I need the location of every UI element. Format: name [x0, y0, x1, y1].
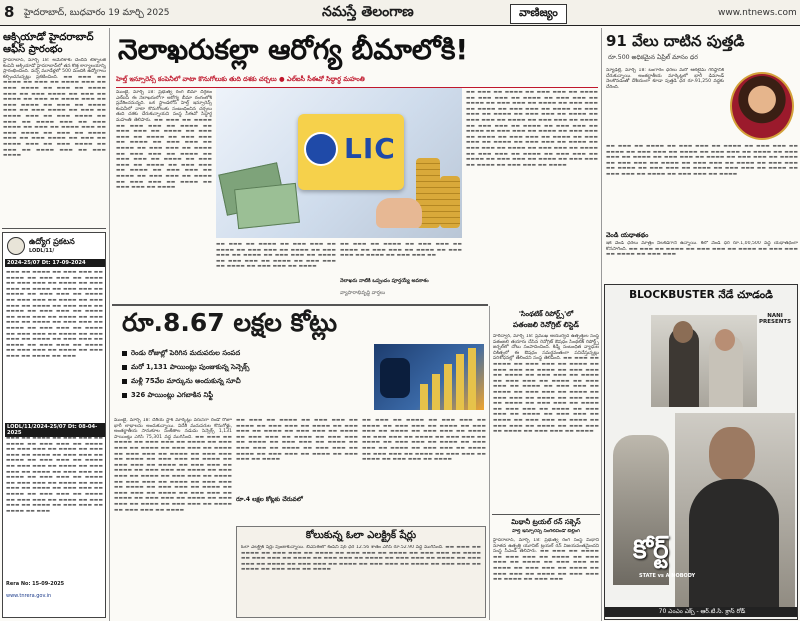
ad-emblem-icon: [7, 237, 25, 255]
lead-body-text: ముంబై, మార్చి 18: ప్రభుత్వ రంగ బీమా దిగ్గజం ఎల్ఐసీ ఈ నెలాఖరులోగా ఆరోగ్య బీమా రంగంలోకి ప్రవేశించనున్నది. ఒక స్టాండలోన్ హెల్త్ ఇన్సూరెన్స్ కంపెనీలో వాటా కొనుగోలుకు సంబంధించిన చర్చలు తుది దశకు చేరుకున్నాయని సంస్థ సీఈవో సిద్ధార్థ మహంతి తెలిపారు.: [116, 90, 212, 123]
actor-1-face: [673, 321, 693, 343]
notice-intro: హైదరాబాద్, మార్చి 18: అమెరికాకు చెందిన టెక్నాలజీ కంపెనీ ఆక్సియాడో హైదరాబాద్‌లో తన కొత్త కార్యాలయాన్ని ప్రారంభించింది. వచ్చే మూడేళ్లలో 500 మందికి ఉద్యోగాలు కల్పించనున్నట్లు ప్రకటించింది.: [3, 58, 106, 80]
ad-body-1: ▬▬▬ ▬▬ ▬▬▬▬ ▬▬ ▬▬▬ ▬▬▬ ▬▬ ▬▬▬▬ ▬▬ ▬▬▬ ▬▬▬ ▬▬ ▬▬▬▬ ▬▬ ▬▬▬ ▬▬▬ ▬▬ ▬▬▬▬ ▬▬ ▬▬▬ ▬▬▬ ▬▬ ▬▬▬▬ ▬▬ ▬▬▬ ▬▬▬ ▬▬ ▬▬▬▬ ▬▬ ▬▬▬ ▬▬▬ ▬▬ ▬▬▬▬ ▬▬ ▬▬▬ ▬▬▬ ▬▬ ▬▬▬▬ ▬▬ ▬▬▬ ▬▬▬ ▬▬ ▬▬▬▬ ▬▬ ▬▬▬ ▬▬▬ ▬▬ ▬▬▬▬ ▬▬ ▬▬▬ ▬▬▬ ▬▬ ▬▬▬▬ ▬▬ ▬▬▬ ▬▬▬ ▬▬ ▬▬▬▬ ▬▬ ▬▬▬ ▬▬▬ ▬▬ ▬▬▬▬ ▬▬ ▬▬▬ ▬▬▬ ▬▬ ▬▬▬▬ ▬▬ ▬▬▬ ▬▬▬ ▬▬ ▬▬▬▬ ▬▬ ▬▬▬ ▬▬▬ ▬▬ ▬▬▬▬ ▬▬ ▬▬▬ ▬▬▬ ▬▬ ▬▬▬▬ ▬▬ ▬▬▬ ▬▬▬ ▬▬ ▬▬▬▬ ▬▬ ▬▬▬ ▬▬▬ ▬▬ ▬▬▬▬ ▬▬ ▬▬▬ ▬▬▬ ▬▬ ▬▬▬▬ ▬▬ ▬▬▬ ▬▬▬ ▬▬ ▬▬▬▬ ▬▬ ▬▬▬: [6, 270, 103, 359]
gold-body: [606, 68, 724, 142]
hero-body: [689, 479, 779, 613]
ad-email[interactable]: www.tnrera.gov.in: [6, 593, 52, 599]
synthetic-subkicker: హెల్త్ ఇన్సూరెన్స్ సింగిల్‌విండో బిల్లింగ్: [512, 529, 580, 534]
lead-body: [116, 90, 212, 300]
markets-bullet: మళ్లీ 75వేల మార్కును అందుకున్న సూచీ: [122, 374, 322, 388]
money-note-icon: [234, 183, 300, 229]
lead-subhead: హెల్త్ ఇన్సూరెన్స్ కంపెనీలో వాటా కొనుగోలుకు తుది దశకు చర్చలు ● ఎల్ఐసీ సీఈవో సిద్ధార్థ మహంతి: [116, 75, 598, 88]
movie-ad[interactable]: [604, 284, 798, 620]
ad-rera-mid-no: LODL/11/2024-25/07: [7, 424, 67, 430]
bull-icon: [380, 358, 410, 398]
gold-sub-body: ఇక వెండి ధరలు మాత్రం నిలకడగానే ఉన్నాయి. కిలో వెండి ధర రూ.1,00,500 వద్ద యథాతథంగా కొనసాగింది. ▬▬ ▬▬▬ ▬▬ ▬▬▬▬ ▬▬ ▬▬▬ ▬▬▬ ▬▬ ▬▬▬▬ ▬▬ ▬▬▬ ▬▬▬ ▬▬ ▬▬▬▬ ▬▬ ▬▬▬ ▬▬▬: [606, 241, 798, 258]
actor-2-face: [715, 329, 735, 351]
ad-rera-top: LODL/11/: [29, 248, 55, 254]
markets-subheading: రూ.4 లక్షల కోట్లకు చేరువలో: [236, 496, 303, 503]
gold-subhead: రూ.500 అధికమైన ఏప్రిల్ మాసం ధర: [608, 54, 698, 61]
movie-footer: 70 ఎంఎం ఎక్స్ - ఆర్.టి.సి. క్రాస్ రోడ్: [605, 607, 798, 617]
ola-headline: కోలుకున్న ఓలా ఎలక్ట్రిక్ షేర్లు: [305, 530, 417, 541]
synthetic-story: [492, 306, 600, 620]
classified-ad: [2, 232, 106, 618]
gold-headline: 91 వేలు దాటిన పుత్తడి: [606, 32, 745, 50]
synthetic-subheading: మిథానీ ట్రయల్ రన్ సక్సెస్: [511, 518, 581, 526]
movie-hero-portrait: [675, 413, 795, 613]
synthetic-body: హరిద్వార్, మార్చి 18: ప్రముఖ ఆయుర్వేద ఉత్పత్తుల సంస్థ పతంజలి తయారు చేసిన రెనోగ్రిట్ ఔషధం సింథటిక్ రిపోర్ట్స్ జర్నల్‌లో చోటు సంపాదించింది. కిడ్నీ సంబంధిత వ్యాధుల చికిత్సలో ఈ ఔషధం సమర్థవంతంగా పనిచేస్తున్నట్లు పరిశోధనల్లో తేలిందని సంస్థ తెలిపింది. ▬▬ ▬▬▬ ▬▬ ▬▬▬▬ ▬▬ ▬▬▬ ▬▬▬ ▬▬ ▬▬▬▬ ▬▬ ▬▬▬ ▬▬▬ ▬▬ ▬▬▬▬ ▬▬ ▬▬▬ ▬▬▬ ▬▬ ▬▬▬▬ ▬▬ ▬▬▬ ▬▬▬ ▬▬ ▬▬▬▬ ▬▬ ▬▬▬ ▬▬▬ ▬▬ ▬▬▬▬ ▬▬ ▬▬▬ ▬▬▬ ▬▬ ▬▬▬▬ ▬▬ ▬▬▬ ▬▬▬ ▬▬ ▬▬▬▬ ▬▬ ▬▬▬ ▬▬▬ ▬▬ ▬▬▬▬ ▬▬ ▬▬▬ ▬▬▬ ▬▬ ▬▬▬▬ ▬▬ ▬▬▬ ▬▬▬ ▬▬ ▬▬▬▬ ▬▬ ▬▬▬ ▬▬▬ ▬▬ ▬▬▬▬ ▬▬ ▬▬▬ ▬▬▬ ▬▬ ▬▬▬▬ ▬▬ ▬▬▬ ▬▬▬ ▬▬ ▬▬▬▬ ▬▬ ▬▬▬ ▬▬▬ ▬▬ ▬▬▬▬ ▬▬ ▬▬▬ ▬▬▬ ▬▬ ▬▬▬▬ ▬▬ ▬▬▬ ▬▬▬ ▬▬ ▬▬▬▬ ▬▬ ▬▬▬ ▬▬▬ ▬▬ ▬▬▬▬ ▬▬ ▬▬▬ ▬▬▬ ▬▬ ▬▬▬▬: [493, 334, 599, 435]
markets-col-1: ముంబై, మార్చి 18: దేశీయ స్టాక్ మార్కెట్లు వరుసగా రెండో రోజూ భారీ లాభాలను అందుకున్నాయి. విదేశీ మదుపరుల కొనుగోళ్లు, అంతర్జాతీయ సానుకూల సంకేతాల నడుమ సెన్సెక్స్ 1,131 పాయింట్లు ఎగిసి 75,301 వద్ద ముగిసింది. ▬▬ ▬▬▬ ▬▬ ▬▬▬▬ ▬▬ ▬▬▬ ▬▬▬ ▬▬ ▬▬▬▬ ▬▬ ▬▬▬ ▬▬▬ ▬▬ ▬▬▬▬ ▬▬ ▬▬▬ ▬▬▬ ▬▬ ▬▬▬▬ ▬▬ ▬▬▬ ▬▬▬ ▬▬ ▬▬▬▬ ▬▬ ▬▬▬ ▬▬▬ ▬▬ ▬▬▬▬ ▬▬ ▬▬▬ ▬▬▬ ▬▬ ▬▬▬▬ ▬▬ ▬▬▬ ▬▬▬ ▬▬ ▬▬▬▬ ▬▬ ▬▬▬ ▬▬▬ ▬▬ ▬▬▬▬ ▬▬ ▬▬▬ ▬▬▬ ▬▬ ▬▬▬▬ ▬▬ ▬▬▬ ▬▬▬ ▬▬ ▬▬▬▬ ▬▬ ▬▬▬ ▬▬▬ ▬▬ ▬▬▬▬ ▬▬ ▬▬▬ ▬▬▬ ▬▬ ▬▬▬▬ ▬▬ ▬▬▬ ▬▬▬ ▬▬ ▬▬▬▬ ▬▬ ▬▬▬ ▬▬▬ ▬▬ ▬▬▬▬ ▬▬ ▬▬▬ ▬▬▬ ▬▬ ▬▬▬▬ ▬▬ ▬▬▬ ▬▬▬ ▬▬ ▬▬▬▬ ▬▬ ▬▬▬ ▬▬▬ ▬▬ ▬▬▬▬ ▬▬ ▬▬▬ ▬▬▬ ▬▬ ▬▬▬▬ ▬▬ ▬▬▬ ▬▬▬ ▬▬ ▬▬▬▬ ▬▬ ▬▬▬ ▬▬▬ ▬▬ ▬▬▬▬: [114, 418, 232, 513]
date-line: హైదరాబాద్, బుధవారం 19 మార్చి 2025: [24, 8, 170, 18]
markets-col-2: ▬▬ ▬▬▬ ▬▬ ▬▬▬▬ ▬▬ ▬▬▬ ▬▬▬ ▬▬ ▬▬▬▬ ▬▬ ▬▬▬ ▬▬▬ ▬▬ ▬▬▬▬ ▬▬ ▬▬▬ ▬▬▬ ▬▬ ▬▬▬▬ ▬▬ ▬▬▬ ▬▬▬ ▬▬ ▬▬▬▬ ▬▬ ▬▬▬ ▬▬▬ ▬▬ ▬▬▬▬ ▬▬ ▬▬▬ ▬▬▬ ▬▬ ▬▬▬▬ ▬▬ ▬▬▬ ▬▬▬ ▬▬ ▬▬▬▬ ▬▬ ▬▬▬ ▬▬▬ ▬▬ ▬▬▬▬ ▬▬ ▬▬▬ ▬▬▬ ▬▬ ▬▬▬▬ ▬▬ ▬▬▬ ▬▬▬ ▬▬ ▬▬▬▬ ▬▬ ▬▬▬ ▬▬▬ ▬▬ ▬▬▬▬: [236, 418, 358, 463]
gold-body-text: న్యూఢిల్లీ, మార్చి 18: బంగారం ధరలు మరో ఆల్‌టైమ్ గరిష్ఠానికి చేరుకున్నాయి. అంతర్జాతీయ మార్కెట్లలో భారీ డిమాండ్ నెలకొనడంతో దేశీయంగా కూడా పుత్తడి ధర రూ.91,250 వద్దకు చేరింది.: [606, 68, 724, 90]
photo-caption: నెలాఖరు నాటికి ఒప్పందం పూర్తయ్యే అవకాశం: [340, 278, 429, 284]
chart-bar-2-icon: [432, 374, 440, 410]
markets-bullet: రెండు రోజుల్లో పెరిగిన మదుపరుల సంపద: [122, 346, 322, 360]
hero-face: [709, 427, 755, 481]
synthetic-body-text: హరిద్వార్, మార్చి 18: ప్రముఖ ఆయుర్వేద ఉత్పత్తుల సంస్థ పతంజలి తయారు చేసిన రెనోగ్రిట్ ఔషధం సింథటిక్ రిపోర్ట్స్ జర్నల్‌లో చోటు సంపాదించింది. కిడ్నీ సంబంధిత వ్యాధుల చికిత్సలో ఈ ఔషధం సమర్థవంతంగా పనిచేస్తున్నట్లు పరిశోధనల్లో తేలిందని సంస్థ తెలిపింది.: [493, 334, 599, 362]
gold-sub-text: ఇక వెండి ధరలు మాత్రం నిలకడగానే ఉన్నాయి. కిలో వెండి ధర రూ.1,00,500 వద్ద యథాతథంగా కొనసాగింది.: [606, 241, 798, 252]
lead-col-2: ▬▬ ▬▬▬ ▬▬ ▬▬▬▬ ▬▬ ▬▬▬ ▬▬▬ ▬▬ ▬▬▬▬ ▬▬ ▬▬▬ ▬▬▬ ▬▬ ▬▬▬▬ ▬▬ ▬▬▬ ▬▬▬ ▬▬ ▬▬▬▬ ▬▬ ▬▬▬ ▬▬▬ ▬▬ ▬▬▬▬ ▬▬ ▬▬▬ ▬▬▬ ▬▬ ▬▬▬▬ ▬▬ ▬▬▬ ▬▬▬ ▬▬ ▬▬▬▬ ▬▬ ▬▬▬ ▬▬▬ ▬▬ ▬▬▬▬: [216, 242, 336, 270]
bullet-icon: [122, 379, 127, 384]
column-divider-2: [601, 28, 602, 621]
movie-name: కోర్ట్: [633, 535, 669, 565]
notice-body: [3, 58, 106, 226]
bullet-icon: [122, 365, 127, 370]
coin-stack-2-icon: [440, 176, 460, 228]
lead-headline: నెలాఖరుకల్లా ఆరోగ్య బీమాలోకి!: [118, 33, 469, 66]
gold-portrait: [730, 72, 794, 140]
lead-col-3: ▬▬ ▬▬▬ ▬▬ ▬▬▬▬ ▬▬ ▬▬▬ ▬▬▬ ▬▬ ▬▬▬▬ ▬▬ ▬▬▬ ▬▬▬ ▬▬ ▬▬▬▬ ▬▬ ▬▬▬ ▬▬▬ ▬▬ ▬▬▬▬ ▬▬ ▬▬▬ ▬▬▬ ▬▬: [340, 242, 462, 259]
byline: వ్యాపారాభివృద్ధి వార్తలు: [340, 290, 386, 296]
markets-bullet: మరో 1,131 పాయింట్లు పుంజుకున్న సెన్సెక్స్: [122, 360, 322, 374]
notice-filler: ▬▬ ▬▬▬ ▬▬ ▬▬▬▬ ▬▬ ▬▬▬ ▬▬ ▬▬▬▬ ▬▬▬ ▬▬ ▬▬▬ ▬▬▬▬ ▬▬ ▬▬▬ ▬▬ ▬▬▬▬ ▬▬▬ ▬▬ ▬▬▬ ▬▬▬▬ ▬▬ ▬▬▬ ▬▬ ▬▬▬▬ ▬▬ ▬▬▬ ▬▬ ▬▬▬▬ ▬▬▬ ▬▬ ▬▬▬ ▬▬▬▬ ▬▬ ▬▬▬ ▬▬ ▬▬▬▬ ▬▬▬ ▬▬ ▬▬▬ ▬▬▬▬ ▬▬ ▬▬▬ ▬▬ ▬▬▬▬ ▬▬▬ ▬▬ ▬▬▬ ▬▬▬▬ ▬▬ ▬▬▬ ▬▬ ▬▬▬▬ ▬▬▬ ▬▬ ▬▬▬ ▬▬▬▬ ▬▬ ▬▬▬ ▬▬ ▬▬▬▬ ▬▬▬ ▬▬ ▬▬▬ ▬▬▬▬ ▬▬ ▬▬▬ ▬▬ ▬▬▬▬ ▬▬▬ ▬▬ ▬▬▬ ▬▬▬▬ ▬▬ ▬▬▬ ▬▬ ▬▬▬▬ ▬▬▬ ▬▬ ▬▬▬ ▬▬▬▬ ▬▬ ▬▬▬ ▬▬ ▬▬▬▬ ▬▬▬ ▬▬ ▬▬▬ ▬▬▬▬: [3, 74, 106, 159]
movie-tagline: STATE vs A NOBODY: [639, 573, 696, 579]
synthetic-headline: పతంజలి రెనోగ్రిట్ లిస్టెడ్: [513, 320, 579, 329]
synthetic-divider: [492, 514, 600, 515]
left-divider: [2, 228, 106, 229]
lic-card: [298, 114, 404, 190]
masthead: [0, 0, 800, 26]
hand-icon: [376, 198, 422, 228]
lead-story: [112, 28, 600, 304]
markets-story: [112, 306, 488, 620]
synthetic-kicker: 'సింథటిక్ రిపోర్ట్స్'లో: [518, 310, 574, 318]
markets-col-3: ▬▬ ▬▬▬ ▬▬ ▬▬▬▬ ▬▬ ▬▬▬ ▬▬▬ ▬▬ ▬▬▬▬ ▬▬ ▬▬▬ ▬▬▬ ▬▬ ▬▬▬▬ ▬▬ ▬▬▬ ▬▬▬ ▬▬ ▬▬▬▬ ▬▬ ▬▬▬ ▬▬▬ ▬▬ ▬▬▬▬ ▬▬ ▬▬▬ ▬▬▬ ▬▬ ▬▬▬▬ ▬▬ ▬▬▬ ▬▬▬ ▬▬ ▬▬▬▬ ▬▬ ▬▬▬ ▬▬▬ ▬▬ ▬▬▬▬ ▬▬ ▬▬▬ ▬▬▬ ▬▬ ▬▬▬▬ ▬▬ ▬▬▬ ▬▬▬ ▬▬ ▬▬▬▬ ▬▬ ▬▬▬ ▬▬▬ ▬▬ ▬▬▬▬ ▬▬ ▬▬▬ ▬▬▬ ▬▬ ▬▬▬▬ ▬▬ ▬▬▬ ▬▬▬ ▬▬ ▬▬▬▬: [362, 418, 486, 463]
markets-body-text: ముంబై, మార్చి 18: దేశీయ స్టాక్ మార్కెట్లు వరుసగా రెండో రోజూ భారీ లాభాలను అందుకున్నాయి. విదేశీ మదుపరుల కొనుగోళ్లు, అంతర్జాతీయ సానుకూల సంకేతాల నడుమ సెన్సెక్స్ 1,131 పాయింట్లు ఎగిసి 75,301 వద్ద ముగిసింది.: [114, 418, 232, 440]
chart-bar-1-icon: [420, 384, 428, 410]
lic-emblem-icon: [304, 132, 338, 166]
synthetic-sub-text: హైదరాబాద్, మార్చి 18: ప్రభుత్వ రంగ సంస్థ మిథానీ నూతన ఉత్పత్తి యూనిట్ ట్రయల్ రన్ విజయవంతమైందని సంస్థ సీఎండీ తెలిపారు.: [493, 538, 599, 555]
column-divider-3: [489, 306, 490, 620]
lic-photo: [216, 88, 462, 238]
notice-title: ఆక్సియాడో హైదరాబాద్ ఆఫీస్ ప్రారంభం: [3, 32, 94, 55]
lead-body-filler: ▬▬ ▬▬▬ ▬▬ ▬▬▬▬ ▬▬ ▬▬▬ ▬▬▬ ▬▬ ▬▬▬▬ ▬▬ ▬▬▬ ▬▬▬ ▬▬ ▬▬▬▬ ▬▬ ▬▬▬ ▬▬▬ ▬▬ ▬▬▬▬ ▬▬ ▬▬▬ ▬▬▬ ▬▬ ▬▬▬▬ ▬▬ ▬▬▬ ▬▬▬ ▬▬ ▬▬▬▬ ▬▬ ▬▬▬ ▬▬▬ ▬▬ ▬▬▬▬ ▬▬ ▬▬▬ ▬▬▬ ▬▬ ▬▬▬▬ ▬▬ ▬▬▬ ▬▬▬ ▬▬ ▬▬▬▬ ▬▬ ▬▬▬ ▬▬▬ ▬▬ ▬▬▬▬ ▬▬ ▬▬▬ ▬▬▬ ▬▬ ▬▬▬▬ ▬▬ ▬▬▬ ▬▬▬ ▬▬ ▬▬▬▬ ▬▬ ▬▬▬ ▬▬▬ ▬▬ ▬▬▬▬ ▬▬ ▬▬▬ ▬▬▬ ▬▬ ▬▬▬▬ ▬▬ ▬▬▬ ▬▬▬ ▬▬ ▬▬▬▬: [116, 117, 212, 191]
movie-couple-photo: [651, 315, 757, 407]
ad-rera-date-top: 2024-25/07 Dt: 17-09-2024: [5, 259, 105, 267]
page-number: 8: [4, 3, 15, 21]
ola-body-text: ఓలా ఎలక్ట్రిక్ షేర్లు పుంజుకున్నాయి. బీఎస్ఈలో కంపెనీ షేర్ ధర 12.56 శాతం ఎగిసి రూ.52.90 వద్ద ముగిసింది.: [241, 545, 444, 550]
chart-bar-3-icon: [444, 364, 452, 410]
ad-rera-mid-date: Dt: 08-04-2025: [7, 424, 98, 436]
ad-body-2: ▬▬▬ ▬▬ ▬▬▬▬ ▬▬ ▬▬▬ ▬▬▬ ▬▬ ▬▬▬▬ ▬▬ ▬▬▬ ▬▬▬ ▬▬ ▬▬▬▬ ▬▬ ▬▬▬ ▬▬▬ ▬▬ ▬▬▬▬ ▬▬ ▬▬▬ ▬▬▬ ▬▬ ▬▬▬▬ ▬▬ ▬▬▬ ▬▬▬ ▬▬ ▬▬▬▬ ▬▬ ▬▬▬ ▬▬▬ ▬▬ ▬▬▬▬ ▬▬ ▬▬▬ ▬▬▬ ▬▬ ▬▬▬▬ ▬▬ ▬▬▬ ▬▬▬ ▬▬ ▬▬▬▬ ▬▬ ▬▬▬ ▬▬▬ ▬▬ ▬▬▬▬ ▬▬ ▬▬▬ ▬▬▬ ▬▬ ▬▬▬▬ ▬▬ ▬▬▬ ▬▬▬ ▬▬ ▬▬▬▬ ▬▬ ▬▬▬ ▬▬▬ ▬▬ ▬▬▬▬ ▬▬ ▬▬▬ ▬▬▬ ▬▬ ▬▬▬▬ ▬▬ ▬▬▬ ▬▬▬ ▬▬ ▬▬▬▬ ▬▬ ▬▬▬ ▬▬▬ ▬▬ ▬▬▬▬ ▬▬ ▬▬▬ ▬▬▬ ▬▬ ▬▬▬▬ ▬▬ ▬▬▬ ▬▬▬ ▬▬ ▬▬▬▬ ▬▬ ▬▬▬: [6, 436, 103, 514]
movie-ad-title: BLOCKBUSTER నేడే చూడండి: [629, 289, 773, 301]
ad-contact: Rera No: 15-09-2025: [6, 581, 65, 587]
bullet-icon: [122, 393, 127, 398]
gold-story: [604, 28, 800, 282]
ad-rera-mid: [5, 423, 105, 437]
markets-headline: రూ.8.67 లక్షల కోట్లు: [122, 308, 338, 337]
gold-subheading: వెండి యధాతథం: [606, 231, 649, 239]
section-badge: వాణిజ్యం: [510, 4, 567, 24]
markets-bullet: 326 పాయింట్లు ఎగబాకిన నిఫ్టీ: [122, 388, 322, 402]
chart-bar-4-icon: [456, 354, 464, 410]
markets-bullets: [122, 346, 322, 402]
ola-body: ఓలా ఎలక్ట్రిక్ షేర్లు పుంజుకున్నాయి. బీఎస్ఈలో కంపెనీ షేర్ ధర 12.56 శాతం ఎగిసి రూ.52.90 వద్ద ముగిసింది. ▬▬ ▬▬▬ ▬▬ ▬▬▬▬ ▬▬ ▬▬▬ ▬▬▬ ▬▬ ▬▬▬▬ ▬▬ ▬▬▬ ▬▬▬ ▬▬ ▬▬▬▬ ▬▬ ▬▬▬ ▬▬▬ ▬▬ ▬▬▬▬ ▬▬ ▬▬▬ ▬▬▬ ▬▬ ▬▬▬▬ ▬▬ ▬▬▬ ▬▬▬ ▬▬ ▬▬▬▬ ▬▬ ▬▬▬ ▬▬▬ ▬▬ ▬▬▬▬ ▬▬ ▬▬▬ ▬▬▬ ▬▬ ▬▬▬▬ ▬▬ ▬▬▬ ▬▬▬ ▬▬ ▬▬▬▬ ▬▬ ▬▬▬ ▬▬▬ ▬▬ ▬▬▬▬ ▬▬ ▬▬▬ ▬▬▬ ▬▬ ▬▬▬▬ ▬▬ ▬▬▬ ▬▬▬ ▬▬ ▬▬▬▬: [241, 545, 481, 573]
market-illustration: [374, 344, 484, 410]
lead-col-4: ▬▬ ▬▬▬ ▬▬ ▬▬▬▬ ▬▬ ▬▬▬ ▬▬▬ ▬▬ ▬▬▬▬ ▬▬ ▬▬▬ ▬▬▬ ▬▬ ▬▬▬▬ ▬▬ ▬▬▬ ▬▬▬ ▬▬ ▬▬▬▬ ▬▬ ▬▬▬ ▬▬▬ ▬▬ ▬▬▬▬ ▬▬ ▬▬▬ ▬▬▬ ▬▬ ▬▬▬▬ ▬▬ ▬▬▬ ▬▬▬ ▬▬ ▬▬▬▬ ▬▬ ▬▬▬ ▬▬▬ ▬▬ ▬▬▬▬ ▬▬ ▬▬▬ ▬▬▬ ▬▬ ▬▬▬▬ ▬▬ ▬▬▬ ▬▬▬ ▬▬ ▬▬▬▬ ▬▬ ▬▬▬ ▬▬▬ ▬▬ ▬▬▬▬ ▬▬ ▬▬▬ ▬▬▬ ▬▬ ▬▬▬▬ ▬▬ ▬▬▬ ▬▬▬ ▬▬ ▬▬▬▬ ▬▬ ▬▬▬ ▬▬▬ ▬▬ ▬▬▬▬ ▬▬ ▬▬▬ ▬▬▬ ▬▬ ▬▬▬▬ ▬▬ ▬▬▬ ▬▬▬ ▬▬ ▬▬▬▬ ▬▬ ▬▬▬ ▬▬▬ ▬▬ ▬▬▬▬ ▬▬ ▬▬▬ ▬▬▬ ▬▬ ▬▬▬▬ ▬▬ ▬▬▬ ▬▬▬ ▬▬ ▬▬▬▬ ▬▬ ▬▬▬ ▬▬▬ ▬▬ ▬▬▬▬ ▬▬ ▬▬▬ ▬▬▬ ▬▬ ▬▬▬▬ ▬▬ ▬▬▬ ▬▬▬ ▬▬ ▬▬▬▬ ▬▬ ▬▬▬ ▬▬▬ ▬▬ ▬▬▬▬ ▬▬ ▬▬▬ ▬▬▬ ▬▬ ▬▬▬▬ ▬▬ ▬▬▬ ▬▬▬ ▬▬ ▬▬▬▬: [466, 90, 598, 168]
chart-bar-5-icon: [468, 348, 476, 410]
movie-studio: NANI PRESENTS: [758, 313, 792, 325]
left-column: [0, 28, 108, 621]
ad-header: ఉద్యోగ ప్రకటన: [29, 237, 75, 246]
website[interactable]: www.ntnews.com: [718, 8, 797, 18]
lic-logo-text: LIC: [344, 132, 396, 165]
synthetic-sub-body: హైదరాబాద్, మార్చి 18: ప్రభుత్వ రంగ సంస్థ మిథానీ నూతన ఉత్పత్తి యూనిట్ ట్రయల్ రన్ విజయవంతమైందని సంస్థ సీఎండీ తెలిపారు. ▬▬ ▬▬▬ ▬▬ ▬▬▬▬ ▬▬ ▬▬▬ ▬▬▬ ▬▬ ▬▬▬▬ ▬▬ ▬▬▬ ▬▬▬ ▬▬ ▬▬▬▬ ▬▬ ▬▬▬ ▬▬▬ ▬▬ ▬▬▬▬ ▬▬ ▬▬▬ ▬▬▬ ▬▬ ▬▬▬▬ ▬▬ ▬▬▬ ▬▬▬ ▬▬ ▬▬▬▬ ▬▬ ▬▬▬ ▬▬▬ ▬▬ ▬▬▬▬ ▬▬ ▬▬▬ ▬▬▬: [493, 538, 599, 583]
column-divider-1: [109, 28, 110, 621]
bullet-icon: [122, 351, 127, 356]
gold-body-2: ▬▬ ▬▬▬ ▬▬ ▬▬▬▬ ▬▬ ▬▬▬ ▬▬▬ ▬▬ ▬▬▬▬ ▬▬ ▬▬▬ ▬▬▬ ▬▬ ▬▬▬▬ ▬▬ ▬▬▬ ▬▬▬ ▬▬ ▬▬▬▬ ▬▬ ▬▬▬ ▬▬▬ ▬▬ ▬▬▬▬ ▬▬ ▬▬▬ ▬▬▬ ▬▬ ▬▬▬▬ ▬▬ ▬▬▬ ▬▬▬ ▬▬ ▬▬▬▬ ▬▬ ▬▬▬ ▬▬▬ ▬▬ ▬▬▬▬ ▬▬ ▬▬▬ ▬▬▬ ▬▬ ▬▬▬▬ ▬▬ ▬▬▬ ▬▬▬ ▬▬ ▬▬▬▬ ▬▬ ▬▬▬ ▬▬▬ ▬▬ ▬▬▬▬ ▬▬ ▬▬▬ ▬▬▬ ▬▬ ▬▬▬▬ ▬▬ ▬▬▬ ▬▬▬ ▬▬ ▬▬▬▬ ▬▬ ▬▬▬ ▬▬▬ ▬▬ ▬▬▬▬ ▬▬ ▬▬▬ ▬▬▬ ▬▬ ▬▬▬▬: [606, 144, 798, 177]
paper-name: నమస్తే తెలంగాణ: [322, 4, 414, 20]
ola-box: [236, 526, 486, 618]
